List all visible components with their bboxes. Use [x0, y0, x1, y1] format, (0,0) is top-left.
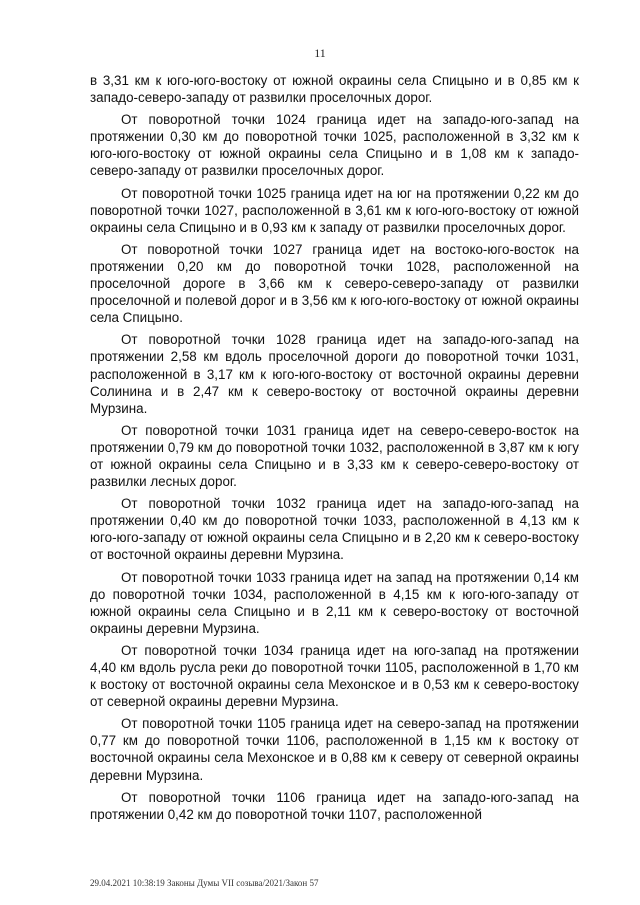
paragraph: От поворотной точки 1034 граница идет на юго-запад на протяжении 4,40 км вдоль русла реки до поворотной точки 1105, расположенной в 1,70 км к востоку от восточной окраины села Мехонское и в 0,53 км к северо-востоку от северной окраины деревни Мурзина. — [90, 642, 579, 710]
paragraph: От поворотной точки 1033 граница идет на запад на протяжении 0,14 км до поворотной точки 1034, расположенной в 4,15 км к юго-юго-западу от южной окраины села Спицыно и в 2,11 км к северо-востоку от восточной окраины деревни Мурзина. — [90, 569, 579, 636]
paragraph: От поворотной точки 1032 граница идет на западо-юго-запад на протяжении 0,40 км до поворотной точки 1033, расположенной в 4,13 км к юго-юго-западу от южной окраины села Спицыно и в 2,20 км к северо-востоку от восточной окраины деревни Мурзина. — [90, 496, 579, 563]
paragraph: От поворотной точки 1105 граница идет на северо-запад на протяжении 0,77 км до поворотной точки 1106, расположенной в 1,15 км к востоку от восточной окраины села Мехонское и в 0,88 км к северу от северной окраины деревни Мурзина. — [90, 716, 579, 783]
paragraph: в 3,31 км к юго-юго-востоку от южной окраины села Спицыно и в 0,85 км к западо-северо-западу от развилки проселочных дорог. — [90, 73, 579, 106]
paragraph: От поворотной точки 1031 граница идет на северо-северо-восток на протяжении 0,79 км до поворотной точки 1032, расположенной в 3,87 км к югу от южной окраины села Спицыно и в 3,33 км к северо-северо-востоку от развилки лесных дорог. — [90, 422, 579, 490]
document-footer: 29.04.2021 10:38:19 Законы Думы VII созыва/2021/Закон 57 — [90, 878, 319, 888]
paragraph: От поворотной точки 1025 граница идет на юг на протяжении 0,22 км до поворотной точки 1027, расположенной в 3,61 км к юго-юго-востоку от южной окраины села Спицыно и в 0,93 км к западу от развилки проселочных дорог. — [90, 185, 579, 235]
paragraph: От поворотной точки 1028 граница идет на западо-юго-запад на протяжении 2,58 км вдоль проселочной дороги до поворотной точки 1031, расположенной в 3,17 км к юго-юго-востоку от восточной окраины деревни Солинина и в 2,47 км к северо-востоку от восточной окраины деревни Мурзина. — [90, 332, 579, 416]
paragraph: От поворотной точки 1024 граница идет на западо-юго-запад на протяжении 0,30 км до поворотной точки 1025, расположенной в 3,32 км к юго-юго-востоку от южной окраины села Спицыно и в 1,08 км к западо-северо-западу от развилки проселочных дорог. — [90, 112, 579, 179]
document-body — [90, 72, 579, 828]
paragraph: От поворотной точки 1027 граница идет на востоко-юго-восток на протяжении 0,20 км до поворотной точки 1028, расположенной на проселочной дороге в 3,66 км к северо-северо-западу от развилки проселочной и полевой дорог и в 3,56 км к юго-юго-востоку от южной окраины села Спицыно. — [90, 241, 579, 326]
page-number: 11 — [314, 46, 326, 60]
paragraph: От поворотной точки 1106 граница идет на западо-юго-запад на протяжении 0,42 км до поворотной точки 1107, расположенной — [90, 789, 579, 822]
